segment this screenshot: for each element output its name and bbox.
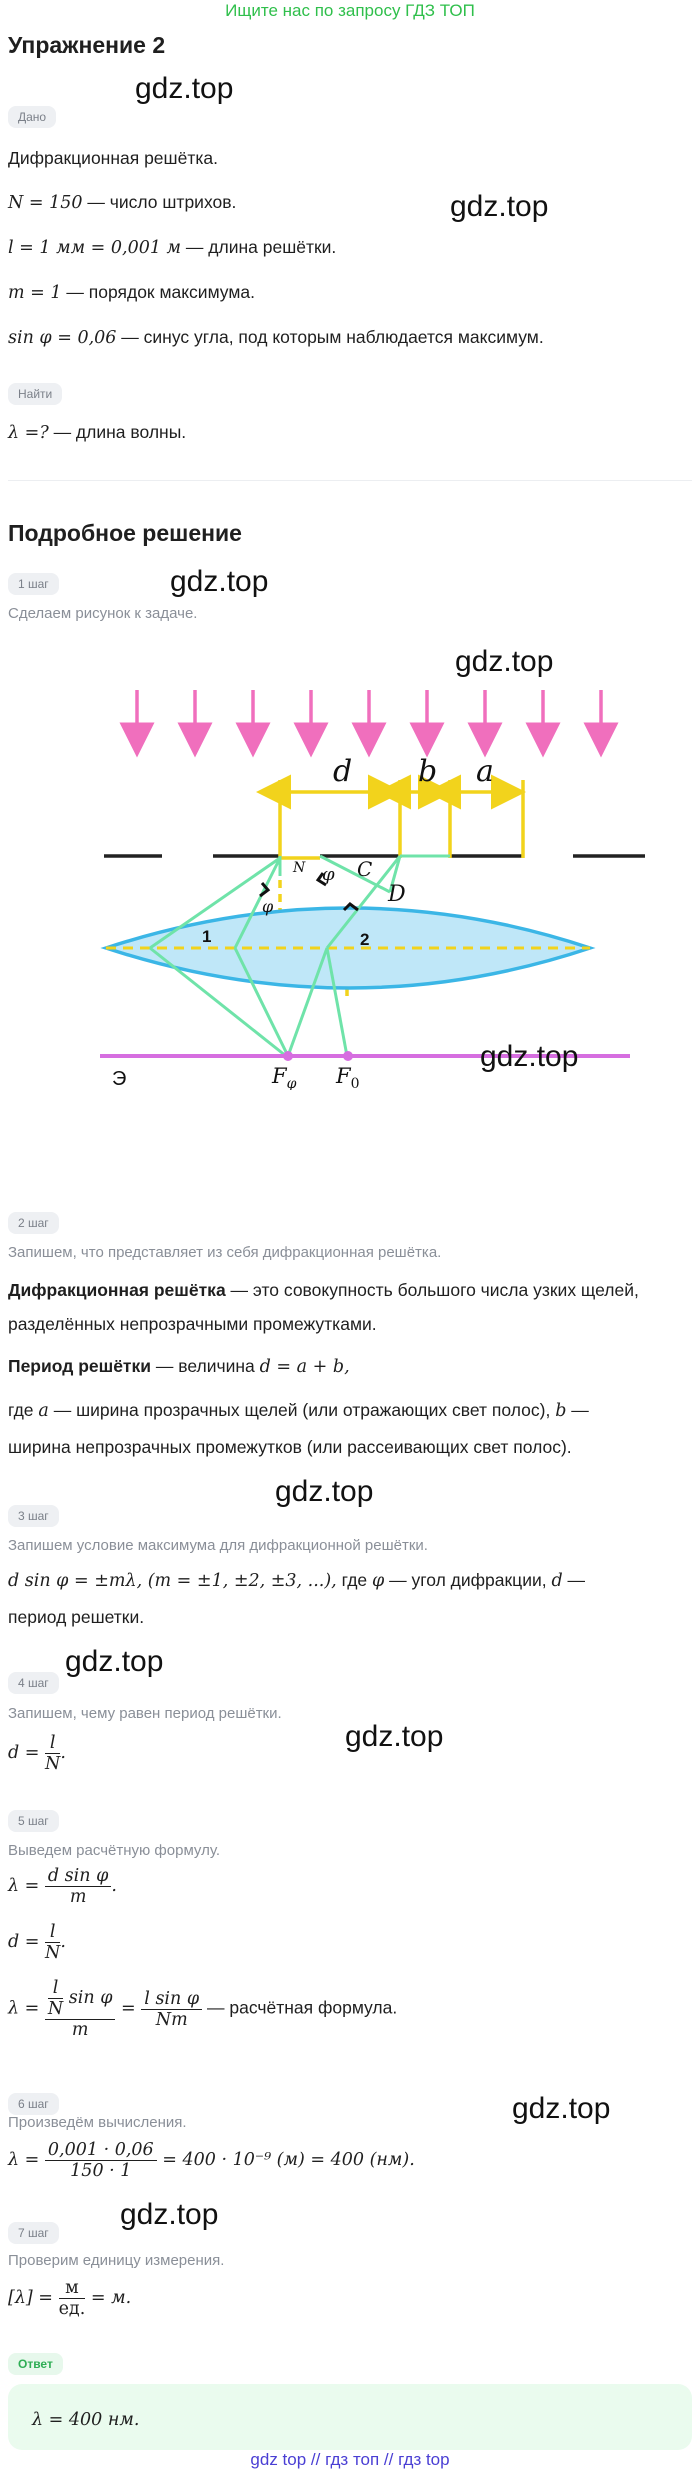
watermark: gdz.top — [120, 2198, 219, 2231]
answer-box — [8, 2384, 692, 2450]
watermark: gdz.top — [450, 190, 549, 223]
given-line-n: N = 150 — число штрихов. — [8, 192, 237, 213]
step-pill: 5 шаг — [8, 1810, 59, 1832]
top-banner[interactable]: Ищите нас по запросу ГДЗ ТОП — [225, 1, 475, 20]
step-pill: 4 шаг — [8, 1672, 59, 1694]
incident-light-arrows — [137, 690, 601, 740]
focus-point-phi — [283, 1051, 293, 1061]
label-f-phi: $F_\varphi$ — [272, 1064, 297, 1090]
step-pill: 3 шаг — [8, 1505, 59, 1527]
given-line-sin: sin φ = 0,06 — синус угла, под которым наблюдается максимум. — [8, 327, 544, 348]
answer-pill: Ответ — [8, 2353, 63, 2375]
step-pill: 6 шаг — [8, 2093, 59, 2115]
watermark: gdz.top — [275, 1475, 374, 1508]
step-text: Проверим единицу измерения. — [8, 2252, 225, 2269]
step-text: Запишем, чему равен период решётки. — [8, 1705, 282, 1722]
label-d: d — [333, 754, 353, 789]
divider — [8, 480, 692, 481]
exercise-title: Упражнение 2 — [8, 32, 166, 58]
label-phi: φ — [322, 864, 335, 885]
step-pill: 1 шаг — [8, 573, 59, 595]
focus-point-0 — [343, 1051, 353, 1061]
formula-d: d = $\frac{l}{N}$ . — [8, 1922, 66, 1963]
max-condition-line2: период решетки. — [8, 1607, 145, 1627]
step-text: Запишем, что представляет из себя дифракционная решётка. — [8, 1244, 442, 1261]
bottom-bar[interactable]: gdz top // гдз топ // гдз top — [250, 2450, 450, 2469]
step-text: Выведем расчётную формулу. — [8, 1842, 221, 1859]
step-text: Произведём вычисления. — [8, 2114, 187, 2131]
label-n: N — [293, 860, 306, 876]
step-pill: 7 шаг — [8, 2222, 59, 2244]
max-condition: d sin φ = ±mλ, (m = ±1, ±2, ±3, ...), где φ — угол дифракции, d — — [8, 1570, 586, 1591]
find-line: λ =? — длина волны. — [8, 422, 187, 443]
watermark: gdz.top — [512, 2092, 611, 2125]
def-period: Период решётки — величина d = a + b, — [8, 1356, 350, 1377]
given-line-l: l = 1 мм = 0,001 м — длина решётки. — [8, 237, 337, 258]
where-line1: где a — ширина прозрачных щелей (или отражающих свет полос), b — — [8, 1400, 589, 1421]
label-1: 1 — [202, 927, 212, 946]
step-pill: 2 шаг — [8, 1212, 59, 1234]
label-phi-small: φ — [262, 897, 274, 916]
step-text: Сделаем рисунок к задаче. — [8, 605, 198, 622]
given-pill: Дано — [8, 106, 56, 128]
watermark: gdz.top — [345, 1720, 444, 1753]
label-e: Э — [112, 1068, 127, 1090]
watermark: gdz.top — [455, 645, 554, 678]
def-grating: Дифракционная решётка — это совокупность большого числа узких щелей, — [8, 1280, 639, 1300]
formula-final: λ = $\frac{l}{N}$ sin φ m = $\frac{\text{l sin φ}}{Nm}$ — расчётная формула. — [8, 1978, 398, 2040]
watermark: gdz.top — [480, 1040, 579, 1073]
period-formula: d = $\frac{l}{N}$ . — [8, 1733, 66, 1774]
label-d-point: D — [388, 882, 406, 907]
def-grating-line2: разделённых непрозрачными промежутками. — [8, 1314, 377, 1334]
diffraction-diagram — [90, 680, 650, 1090]
where-line2: ширина непрозрачных промежутков (или рассеивающих свет полос). — [8, 1437, 572, 1457]
label-a: a — [476, 754, 494, 789]
watermark: gdz.top — [135, 72, 234, 105]
given-intro: Дифракционная решётка. — [8, 148, 218, 168]
formula-lambda: λ = $\frac{\text{d sin φ}}{m}$ . — [8, 1866, 117, 1907]
step-text: Запишем условие максимума для дифракционной решётки. — [8, 1537, 428, 1554]
answer-value: λ = 400 нм. — [32, 2410, 140, 2430]
label-c: C — [357, 857, 373, 881]
solution-title: Подробное решение — [8, 520, 242, 546]
given-line-m: m = 1 — порядок максимума. — [8, 282, 255, 303]
label-2: 2 — [360, 930, 370, 949]
calculation: λ = $\frac{0,001 \cdot 0,06}{150 \cdot 1}$ = 400 · 10⁻⁹ (м) = 400 (нм). — [8, 2140, 415, 2181]
watermark: gdz.top — [170, 565, 269, 598]
unit-check: [λ] = $\frac{м}{ед.}$ = м. — [8, 2278, 132, 2319]
find-pill: Найти — [8, 383, 62, 405]
watermark: gdz.top — [65, 1645, 164, 1678]
label-f0: $F_0$ — [336, 1064, 360, 1090]
label-b: b — [418, 754, 438, 789]
